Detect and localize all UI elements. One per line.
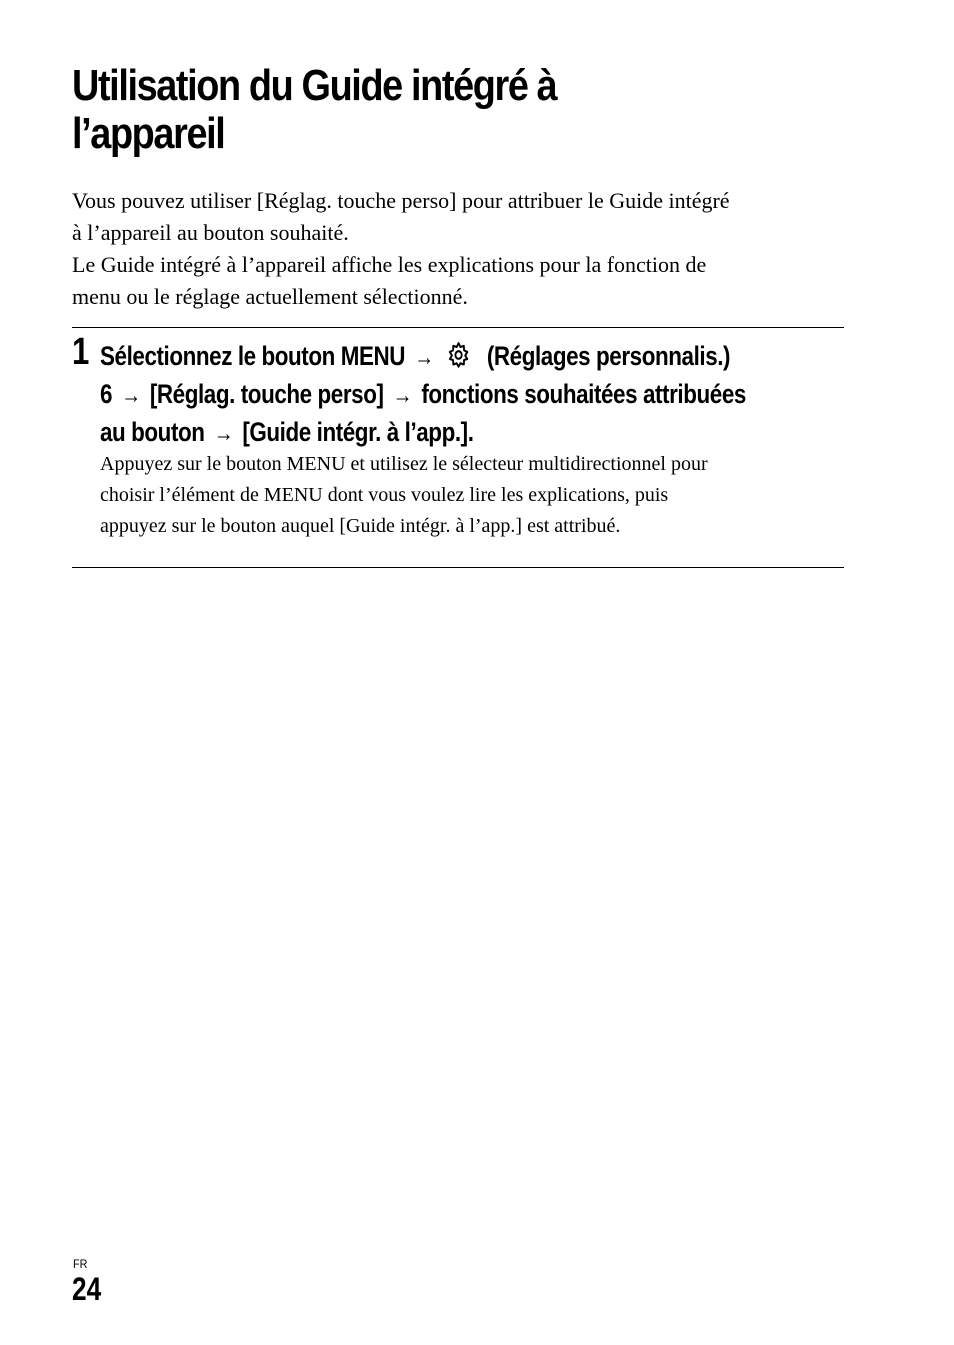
- step-text-in-camera-guide: [Guide intégr. à l’app.].: [242, 417, 474, 447]
- step-instruction-line-1: [100, 338, 746, 376]
- step-text-custom-settings: (Réglages personnalis.): [486, 341, 731, 371]
- page-title-line-1: Utilisation du Guide intégré à: [72, 61, 557, 110]
- step-detail-line-1: Appuyez sur le bouton MENU et utilisez le sélecteur multidirectionnel pour: [100, 453, 708, 475]
- intro-line-4: menu ou le réglage actuellement sélectionné.: [72, 284, 468, 309]
- arrow-right-icon: →: [121, 382, 141, 409]
- step-text-select-menu: Sélectionnez le bouton MENU: [100, 341, 406, 371]
- step-instruction-line-3: [100, 414, 746, 452]
- intro-text: [72, 185, 852, 313]
- page-number: 24: [72, 1271, 102, 1307]
- page-title: [72, 62, 760, 158]
- intro-line-3: Le Guide intégré à l’appareil affiche les explications pour la fonction de: [72, 252, 707, 277]
- step-detail-line-3: appuyez sur le bouton auquel [Guide intégr. à l’app.] est attribué.: [100, 515, 621, 537]
- page-title-line-2: l’appareil: [72, 109, 225, 158]
- step-bottom-divider: [72, 567, 844, 568]
- intro-line-1: Vous pouvez utiliser [Réglag. touche perso] pour attribuer le Guide intégré: [72, 188, 730, 213]
- step-top-divider: [72, 327, 844, 328]
- step-text-to-button: au bouton: [100, 417, 205, 447]
- step-text-custom-key: [Réglag. touche perso]: [149, 379, 384, 409]
- step-detail-line-2: choisir l’élément de MENU dont vous voulez lire les explications, puis: [100, 484, 669, 506]
- step-text-page-six: 6: [100, 379, 113, 409]
- arrow-right-icon: →: [414, 344, 434, 371]
- step-detail: [100, 449, 850, 542]
- step-instruction: [100, 338, 746, 452]
- arrow-right-icon: →: [213, 420, 234, 447]
- language-code: FR: [73, 1257, 88, 1271]
- step-instruction-line-2: [100, 376, 746, 414]
- arrow-right-icon: →: [392, 382, 413, 409]
- intro-line-2: à l’appareil au bouton souhaité.: [72, 220, 349, 245]
- step-number: 1: [72, 331, 90, 373]
- step-text-desired-functions: fonctions souhaitées attribuées: [421, 379, 746, 409]
- gear-icon: [448, 342, 470, 368]
